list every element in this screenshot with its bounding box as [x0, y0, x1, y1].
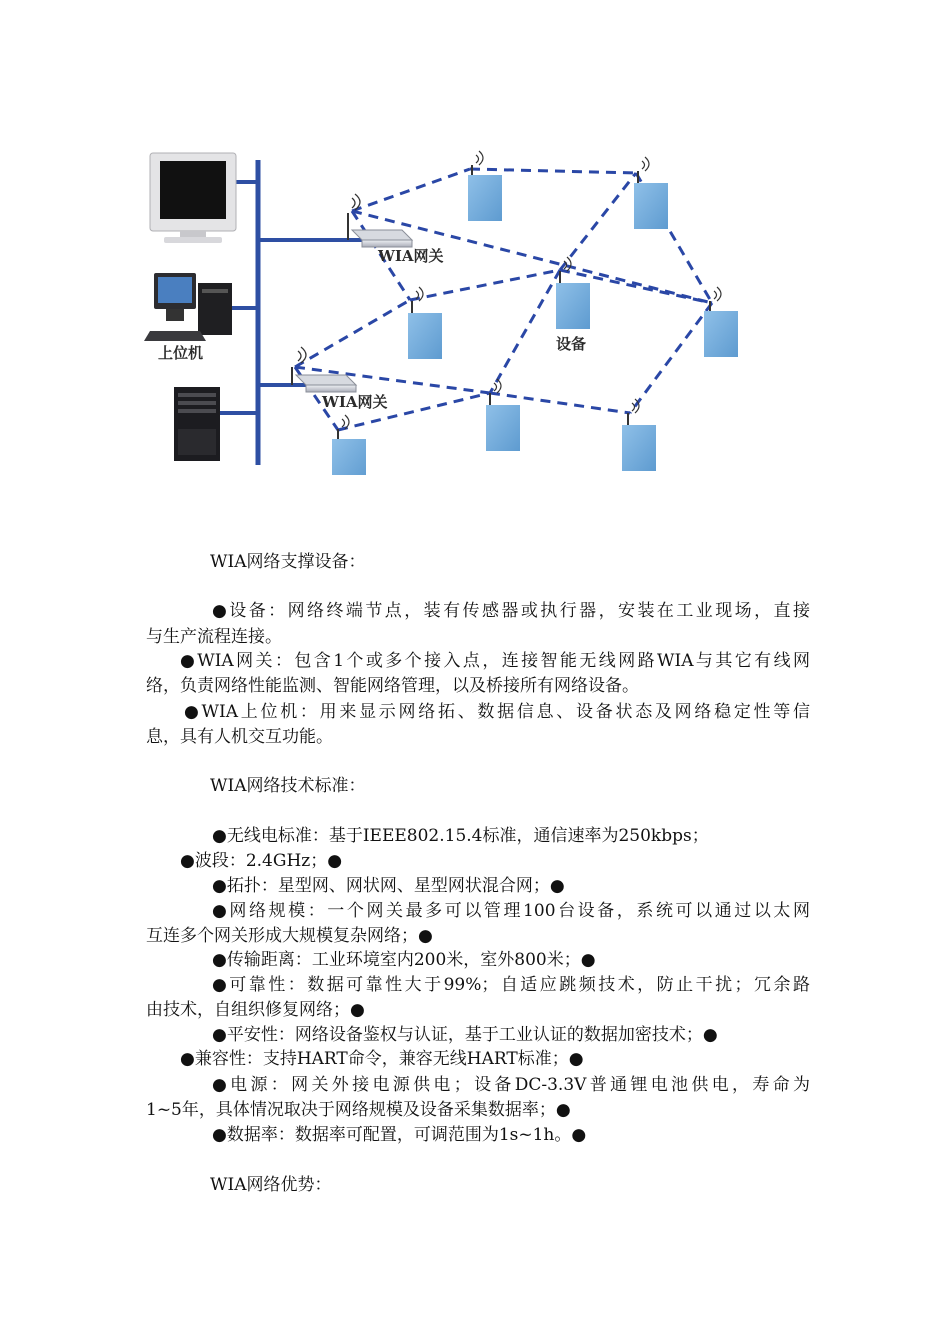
paragraph-line: ●电源：网关外接电源供电；设备DC-3.3V普通锂电池供电，寿命为 — [212, 1075, 810, 1095]
paragraph-line: ●无线电标准：基于IEEE802.15.4标准，通信速率为250kbps； — [212, 826, 709, 846]
paragraph-line: ●WIA网关：包含1个或多个接入点，连接智能无线网路WIA与其它有线网 — [180, 651, 810, 671]
server-tower-icon — [174, 387, 220, 461]
paragraph-line: ●设备：网络终端节点，装有传感器或执行器，安装在工业现场，直接 — [212, 601, 810, 621]
field-device-2 — [634, 157, 668, 229]
section-heading-tech-standards: WIA网络技术标准： — [210, 776, 366, 796]
field-device-7 — [622, 399, 656, 471]
device-label: 设备 — [556, 335, 587, 353]
paragraph-line: ●网络规模：一个网关最多可以管理100台设备，系统可以通过以太网 — [212, 901, 810, 921]
paragraph-line: ●数据率：数据率可配置，可调范围为1s~1h。● — [212, 1125, 587, 1145]
wia-network-diagram — [140, 145, 760, 475]
paragraph-line: ●波段：2.4GHz；● — [180, 851, 343, 871]
wired-backbone — [220, 160, 370, 465]
wia-network-diagram-svg — [140, 145, 760, 475]
section-heading-support-devices: WIA网络支撑设备： — [210, 552, 366, 572]
paragraph-line: 与生产流程连接。 — [146, 627, 282, 647]
paragraph-line: ●兼容性：支持HART命令，兼容无线HART标准；● — [180, 1049, 584, 1069]
host-label: 上位机 — [158, 344, 204, 362]
monitor-icon — [150, 153, 236, 243]
gateway-label-2: WIA网关 — [322, 393, 388, 411]
paragraph-line: ●拓扑：星型网、网状网、星型网状混合网；● — [212, 876, 565, 896]
paragraph-line: ●传输距离：工业环境室内200米，室外800米；● — [212, 950, 596, 970]
gateway-label-1: WIA网关 — [378, 247, 444, 265]
paragraph-line: ●可靠性：数据可靠性大于99%；自适应跳频技术，防止干扰；冗余路 — [212, 975, 810, 995]
field-device-1 — [468, 151, 502, 221]
section-heading-advantages: WIA网络优势： — [210, 1175, 332, 1195]
paragraph-line: 互连多个网关形成大规模复杂网络；● — [146, 926, 433, 946]
paragraph-line: 络，负责网络性能监测、智能网络管理，以及桥接所有网络设备。 — [146, 676, 639, 696]
paragraph-line: 息，具有人机交互功能。 — [146, 727, 333, 747]
paragraph-line: ●WIA上位机：用来显示网络拓、数据信息、设备状态及网络稳定性等信 — [184, 702, 810, 722]
desktop-computer-icon — [144, 273, 232, 341]
paragraph-line: 由技术，自组织修复网络；● — [146, 1000, 365, 1020]
paragraph-line: 1~5年，具体情况取决于网络规模及设备采集数据率；● — [146, 1100, 571, 1120]
field-device-4 — [408, 287, 442, 359]
paragraph-line: ●平安性：网络设备鉴权与认证，基于工业认证的数据加密技术；● — [212, 1025, 718, 1045]
